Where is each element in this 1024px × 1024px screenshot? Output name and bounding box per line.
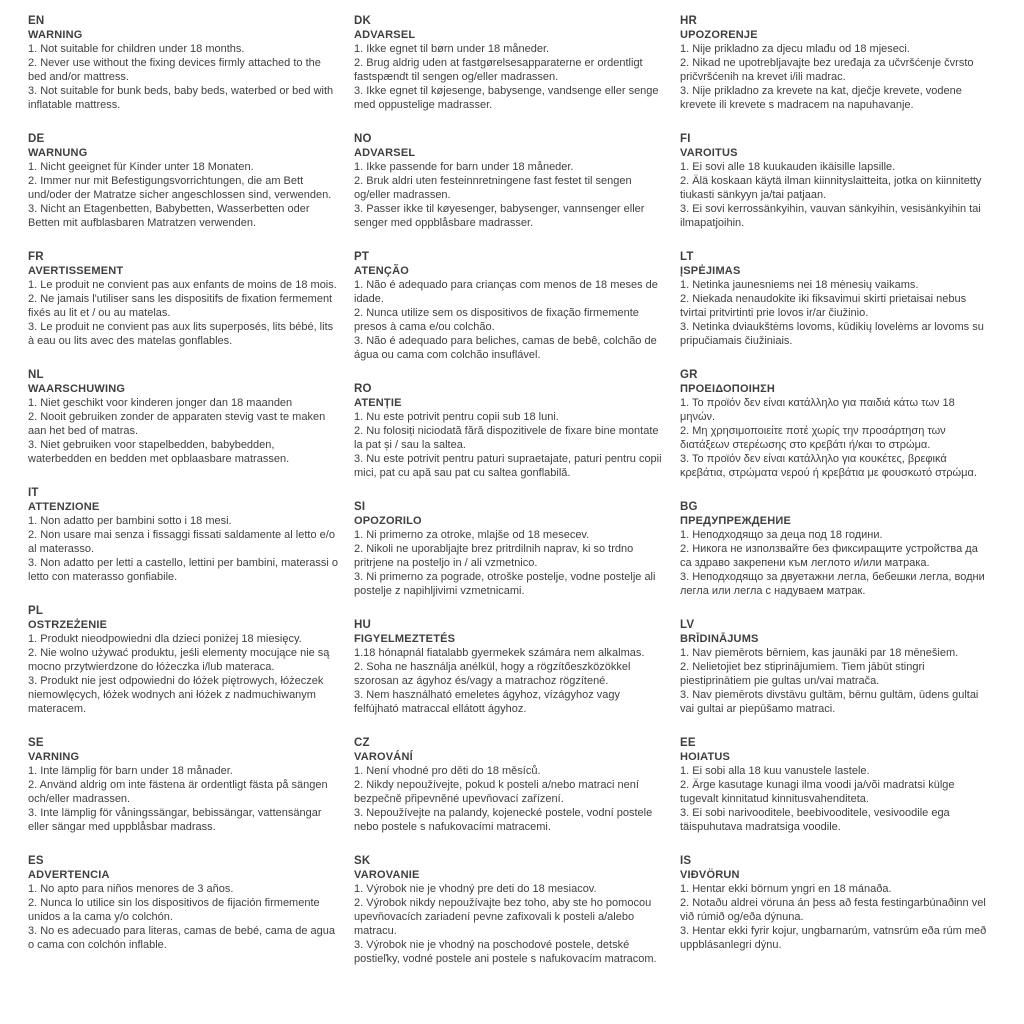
warning-section-gr	[680, 368, 992, 480]
warning-title: VAROVANIE	[354, 869, 420, 881]
warning-item-1: 1. Inte lämplig för barn under 18 månader.	[28, 765, 233, 777]
warning-title: BRĪDINĀJUMS	[680, 633, 759, 645]
warning-item-2: 2. Nikdy nepoužívejte, pokud k posteli a/nebo matraci není bezpečně připevněné upevňovací zařízení.	[354, 779, 639, 805]
warning-item-1: 1. Není vhodné pro děti do 18 měsíců.	[354, 765, 541, 777]
warning-item-2: 2. Non usare mai senza i fissaggi fissati saldamente al letto e/o al materasso.	[28, 529, 335, 555]
warning-title: ATENÇÃO	[354, 265, 409, 277]
warning-item-3: 3. Netinka dviaukštėms lovoms, kūdikių lovelėms ar lovoms su pripučiamais čiužiniais.	[680, 321, 984, 347]
warning-section-ro	[354, 382, 666, 480]
warning-item-1: 1. Ei sovi alle 18 kuukauden ikäisille lapsille.	[680, 161, 896, 173]
warning-item-2: 2. Ärge kasutage kunagi ilma voodi ja/või madratsi külge tugevalt kinnitatud kinnitusvahenditeta.	[680, 779, 955, 805]
warning-section-lv	[680, 618, 992, 716]
warning-item-1: 1. No apto para niños menores de 3 años.	[28, 883, 234, 895]
warning-title: ΠΡΟΕΙΔΟΠΟΙΗΣΗ	[680, 383, 776, 395]
warning-title: ĮSPĖJIMAS	[680, 265, 741, 277]
warning-section-nl	[28, 368, 340, 466]
warning-item-1: 1.18 hónapnál fiatalabb gyermekek számára nem alkalmas.	[354, 647, 645, 659]
warning-item-3: 3. Produkt nie jest odpowiedni do łóżek piętrowych, łóżeczek niemowlęcych, łóżek wodnych ani łóżek z nadmuchiwanym materacem.	[28, 675, 324, 715]
warning-item-1: 1. Não é adequado para crianças com menos de 18 meses de idade.	[354, 279, 658, 305]
warning-item-2: 2. Notaðu aldrei vöruna án þess að festa festingarbúnaðinn vel við rúmið og/eða dýnuna.	[680, 897, 986, 923]
warning-item-2: 2. Never use without the fixing devices firmly attached to the bed and/or mattress.	[28, 57, 321, 83]
warning-item-1: 1. Nicht geeignet für Kinder unter 18 Monaten.	[28, 161, 254, 173]
warning-item-2: 2. Μη χρησιμοποιείτε ποτέ χωρίς την προσάρτηση των διατάξεων στερέωσης στο κρεβάτι ή/και το στρώμα.	[680, 425, 946, 451]
warning-column-3	[680, 14, 992, 1014]
warning-item-2: 2. Bruk aldri uten festeinnretningene fast festet til sengen og/eller madrassen.	[354, 175, 632, 201]
warning-item-3: 3. Nicht an Etagenbetten, Babybetten, Wasserbetten oder Betten mit aufblasbaren Matratzen verwenden.	[28, 203, 310, 229]
warning-item-1: 1. Netinka jaunesniems nei 18 mėnesių vaikams.	[680, 279, 919, 291]
warning-section-en	[28, 14, 340, 112]
warning-item-3: 3. No es adecuado para literas, camas de bebé, cama de agua o cama con colchón inflable.	[28, 925, 335, 951]
warning-item-2: 2. Výrobok nikdy nepoužívajte bez toho, aby ste ho pomocou upevňovacích zariadení pevne zafixovali k posteli a/alebo matracu.	[354, 897, 652, 937]
warning-item-1: 1. Non adatto per bambini sotto i 18 mesi.	[28, 515, 232, 527]
warning-item-2: 2. Nu folosiți niciodată fără dispozitivele de fixare bine montate la pat și / sau la saltea.	[354, 425, 659, 451]
warning-item-1: 1. Ei sobi alla 18 kuu vanustele lastele.	[680, 765, 870, 777]
warning-item-3: 3. Ni primerno za pograde, otroške postelje, vodne postelje ali postelje z napihljivimi vzmetnicami.	[354, 571, 656, 597]
warning-section-ee	[680, 736, 992, 834]
language-code: CZ	[354, 737, 370, 749]
warning-column-1	[28, 14, 340, 1014]
language-code: NO	[354, 133, 372, 145]
warning-item-1: 1. Το προϊόν δεν είναι κατάλληλο για παιδιά κάτω των 18 μηνών.	[680, 397, 955, 423]
language-code: DE	[28, 133, 45, 145]
language-code: DK	[354, 15, 372, 27]
warning-title: VIÐVÖRUN	[680, 869, 740, 881]
warning-title: WARNING	[28, 29, 83, 41]
language-code: PT	[354, 251, 370, 263]
warning-item-2: 2. Nunca utilize sem os dispositivos de fixação firmemente presos à cama e/ou colchão.	[354, 307, 639, 333]
warning-title: WAARSCHUWING	[28, 383, 126, 395]
warning-section-lt	[680, 250, 992, 348]
warning-item-3: 3. Le produit ne convient pas aux lits superposés, lits bébé, lits à eau ou lits avec des matelas gonflables.	[28, 321, 334, 347]
warning-title: OPOZORILO	[354, 515, 422, 527]
warning-section-fi	[680, 132, 992, 230]
language-code: SE	[28, 737, 44, 749]
warning-item-1: 1. Not suitable for children under 18 months.	[28, 43, 245, 55]
warning-section-hr	[680, 14, 992, 112]
warning-item-3: 3. Ei sovi kerrossänkyihin, vauvan sänkyihin, vesisänkyihin tai ilmapatjoihin.	[680, 203, 981, 229]
warning-item-1: 1. Nu este potrivit pentru copii sub 18 luni.	[354, 411, 559, 423]
warning-item-3: 3. Nu este potrivit pentru paturi supraetajate, paturi pentru copii mici, pat cu apă sau pat cu saltea gonflabilă.	[354, 453, 662, 479]
warning-item-2: 2. Nelietojiet bez stiprinājumiem. Tiem jābūt stingri piestiprinātiem pie gultas un/vai matrača.	[680, 661, 925, 687]
warning-item-3: 3. Το προϊόν δεν είναι κατάλληλο για κουκέτες, βρεφικά κρεβάτια, στρώματα νερού ή κρεβάτια με φουσκωτό στρώμα.	[680, 453, 977, 479]
warning-section-pl	[28, 604, 340, 716]
language-code: HR	[680, 15, 698, 27]
warning-title: VAROVÁNÍ	[354, 751, 413, 763]
warning-title: FIGYELMEZTETÉS	[354, 633, 456, 645]
warning-title: ATTENZIONE	[28, 501, 100, 513]
warning-title: WARNUNG	[28, 147, 88, 159]
language-code: NL	[28, 369, 44, 381]
warning-item-3: 3. Niet gebruiken voor stapelbedden, babybedden, waterbedden en bedden met opblaasbare matrassen.	[28, 439, 290, 465]
warning-column-2	[354, 14, 666, 1014]
warning-section-de	[28, 132, 340, 230]
warning-item-2: 2. Soha ne használja anélkül, hogy a rögzítőeszközökkel szorosan az ágyhoz és/vagy a matrachoz rögzítené.	[354, 661, 631, 687]
warning-item-2: 2. Älä koskaan käytä ilman kiinnityslaitteita, jotka on kiinnitetty tiukasti sänkyyn ja/tai patjaan.	[680, 175, 982, 201]
language-code: EN	[28, 15, 45, 27]
warning-title: ATENȚIE	[354, 397, 402, 409]
warning-title: HOIATUS	[680, 751, 731, 763]
warning-item-2: 2. Niekada nenaudokite iki fiksavimui skirti prietaisai nebus tvirtai pritvirtinti prie lovos ir/ar čiužinio.	[680, 293, 967, 319]
warning-title: UPOZORENJE	[680, 29, 758, 41]
warning-section-fr	[28, 250, 340, 348]
warning-title: ПРЕДУПРЕЖДЕНИЕ	[680, 515, 792, 527]
warning-item-3: 3. Неподходящо за двуетажни легла, бебешки легла, водни легла или легла с надуваем матрак.	[680, 571, 985, 597]
warning-section-cz	[354, 736, 666, 834]
warning-section-si	[354, 500, 666, 598]
language-code: HU	[354, 619, 372, 631]
warning-item-3: 3. Não é adequado para beliches, camas de bebê, colchão de água ou cama com colchão insuflável.	[354, 335, 657, 361]
language-code: LT	[680, 251, 694, 263]
warning-section-no	[354, 132, 666, 230]
warning-item-1: 1. Produkt nieodpowiedni dla dzieci poniżej 18 miesięcy.	[28, 633, 302, 645]
warning-title: OSTRZEŻENIE	[28, 619, 108, 631]
warning-item-3: 3. Ei sobi narivooditele, beebivooditele, vesivoodile ega täispuhutava madratsiga voodile.	[680, 807, 950, 833]
language-code: SK	[354, 855, 371, 867]
warning-item-1: 1. Le produit ne convient pas aux enfants de moins de 18 mois.	[28, 279, 337, 291]
language-code: RO	[354, 383, 372, 395]
warning-item-2: 2. Immer nur mit Befestigungsvorrichtungen, die am Bett und/oder der Matratze sicher angeschlossen sind, verwenden.	[28, 175, 332, 201]
language-code: IS	[680, 855, 692, 867]
warning-item-1: 1. Niet geschikt voor kinderen jonger dan 18 maanden	[28, 397, 293, 409]
warning-section-is	[680, 854, 992, 952]
warning-section-es	[28, 854, 340, 952]
warning-item-1: 1. Неподходящо за деца под 18 години.	[680, 529, 883, 541]
language-code: FI	[680, 133, 691, 145]
warning-item-3: 3. Passer ikke til køyesenger, babysenger, vannsenger eller senger med oppblåsbare madrasser.	[354, 203, 645, 229]
warning-item-3: 3. Nem használható emeletes ágyhoz, vízágyhoz vagy felfújható matraccal ellátott ágyhoz.	[354, 689, 620, 715]
warning-section-bg	[680, 500, 992, 598]
warning-item-1: 1. Ikke passende for barn under 18 måneder.	[354, 161, 574, 173]
warning-item-1: 1. Ikke egnet til børn under 18 måneder.	[354, 43, 550, 55]
warning-section-hu	[354, 618, 666, 716]
warning-item-3: 3. Nepoužívejte na palandy, kojenecké postele, vodní postele nebo postele s nafukovacími matracemi.	[354, 807, 653, 833]
warning-item-2: 2. Brug aldrig uden at fastgørelsesapparaterne er ordentligt fastspændt til sengen og/eller madrassen.	[354, 57, 643, 83]
warning-item-1: 1. Ni primerno za otroke, mlajše od 18 mesecev.	[354, 529, 590, 541]
warning-item-1: 1. Nije prikladno za djecu mlađu od 18 mjeseci.	[680, 43, 910, 55]
language-code: ES	[28, 855, 44, 867]
warning-item-3: 3. Not suitable for bunk beds, baby beds, waterbed or bed with inflatable mattress.	[28, 85, 334, 111]
warning-item-3: 3. Hentar ekki fyrir kojur, ungbarnarúm, vatnsrúm eða rúm með uppblásanlegri dýnu.	[680, 925, 987, 951]
warning-title: VAROITUS	[680, 147, 738, 159]
language-code: EE	[680, 737, 696, 749]
language-code: FR	[28, 251, 44, 263]
warning-item-1: 1. Výrobok nie je vhodný pre deti do 18 mesiacov.	[354, 883, 597, 895]
warning-section-pt	[354, 250, 666, 362]
warning-section-se	[28, 736, 340, 834]
warning-section-dk	[354, 14, 666, 112]
language-code: IT	[28, 487, 39, 499]
language-code: GR	[680, 369, 698, 381]
warning-item-3: 3. Ikke egnet til køjesenge, babysenge, vandsenge eller senge med oppustelige madrasser.	[354, 85, 659, 111]
warning-item-2: 2. Nunca lo utilice sin los dispositivos de fijación firmemente unidos a la cama y/o colchón.	[28, 897, 320, 923]
warning-item-2: 2. Nooit gebruiken zonder de apparaten stevig vast te maken aan het bed of matras.	[28, 411, 326, 437]
warning-item-3: 3. Inte lämplig för våningssängar, bebissängar, vattensängar eller sängar med uppblåsbar madrass.	[28, 807, 322, 833]
language-code: SI	[354, 501, 366, 513]
language-code: LV	[680, 619, 695, 631]
warning-item-2: 2. Никога не използвайте без фиксиращите устройства да са здраво закрепени към леглото и/или матрака.	[680, 543, 978, 569]
warning-item-2: 2. Ne jamais l'utiliser sans les dispositifs de fixation fermement fixés au lit et / ou au matelas.	[28, 293, 333, 319]
warning-item-1: 1. Nav piemērots bērniem, kas jaunāki par 18 mēnešiem.	[680, 647, 959, 659]
warning-item-3: 3. Non adatto per letti a castello, lettini per bambini, materassi o letto con materasso gonfiabile.	[28, 557, 338, 583]
warning-item-3: 3. Výrobok nie je vhodný na poschodové postele, detské postieľky, vodné postele ani postele s nafukovacím matracom.	[354, 939, 657, 965]
warning-item-3: 3. Nav piemērots divstāvu gultām, bērnu gultām, ūdens gultai vai gultai ar piepūšamo matraci.	[680, 689, 979, 715]
warning-item-3: 3. Nije prikladno za krevete na kat, dječje krevete, vodene krevete ili krevete s madracem na napuhavanje.	[680, 85, 962, 111]
warning-title: ADVARSEL	[354, 147, 416, 159]
warning-item-2: 2. Nie wolno używać produktu, jeśli elementy mocujące nie są mocno przytwierdzone do łóżeczka i/lub materaca.	[28, 647, 330, 673]
warning-item-2: 2. Använd aldrig om inte fästena är ordentligt fästa på sängen och/eller madrassen.	[28, 779, 328, 805]
warning-item-2: 2. Nikad ne upotrebljavajte bez uređaja za učvršćenje čvrsto pričvršćenih na krevet i/ili madrac.	[680, 57, 974, 83]
warning-title: ADVERTENCIA	[28, 869, 110, 881]
warning-title: VARNING	[28, 751, 80, 763]
warning-section-it	[28, 486, 340, 584]
warning-item-1: 1. Hentar ekki börnum yngri en 18 mánaða.	[680, 883, 892, 895]
warning-item-2: 2. Nikoli ne uporabljajte brez pritrdilnih naprav, ki so trdno pritrjene na posteljo in / ali vzmetnico.	[354, 543, 634, 569]
warning-title: AVERTISSEMENT	[28, 265, 124, 277]
warning-section-sk	[354, 854, 666, 966]
language-code: BG	[680, 501, 698, 513]
warning-title: ADVARSEL	[354, 29, 416, 41]
language-code: PL	[28, 605, 44, 617]
